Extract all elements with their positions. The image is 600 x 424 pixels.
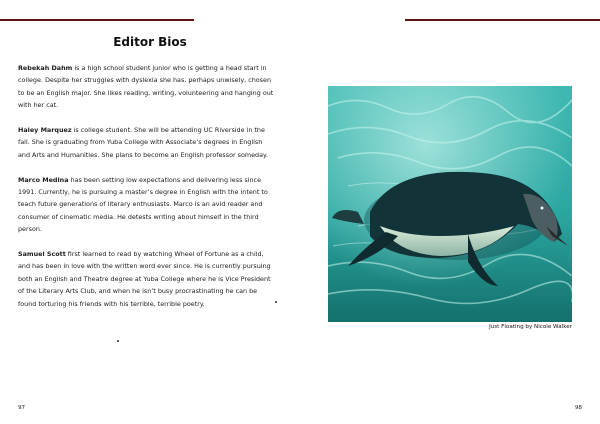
bio-marco-medina	[18, 174, 276, 236]
page-number-right: 98	[574, 405, 582, 411]
bio-samuel-scott	[18, 248, 276, 310]
bio-text: is college student. She will be attending UC Riverside in the fall. She is graduating from Yuba College with Associate’s degrees in English and Arts and Humanities. She plans to become an English professor someday.	[18, 126, 268, 159]
bio-rebekah-dahm	[18, 62, 276, 112]
bio-name: Haley Marquez	[18, 126, 72, 135]
bio-name: Samuel Scott	[18, 250, 66, 259]
bio-name: Rebekah Dahm	[18, 64, 73, 72]
page-speck	[117, 340, 119, 342]
penguin-photo	[328, 86, 572, 322]
page-number-left: 97	[18, 405, 26, 411]
page-title: Editor Bios	[113, 35, 187, 49]
bio-text: is a high school student junior who is getting a head start in college. Despite her struggles with dyslexia she has, perhaps unwisely, chosen to be an English major. She likes reading, writing, volunteering and hanging out with her cat.	[18, 64, 274, 110]
bio-haley-marquez	[18, 124, 276, 161]
page-speck	[275, 301, 277, 303]
bio-text: first learned to read by watching Wheel of Fortune as a child, and has been in love with the written word ever since. He is currently pursuing both an English and Theatre degree at Yuba College where he is Vice President of the Literary Arts Club, and when he isn’t busy procrastinating he can be found torturing his friends with his terrible, terrible poetry.	[18, 250, 271, 308]
top-rule-right	[405, 19, 600, 21]
bios-list	[18, 62, 276, 322]
bio-name: Marco Medina	[18, 175, 69, 184]
photo-caption: Just Floating by Nicole Walker	[489, 324, 572, 330]
bio-text: has been setting low expectations and delivering less since 1991. Currently, he is pursuing a master’s degree in English with the intent to teach future generations of literary enthusiasts. Marco is an avid reader and consumer of cinematic media. He detests writing about himself in the third person.	[18, 175, 268, 234]
top-rule-left	[0, 19, 194, 21]
